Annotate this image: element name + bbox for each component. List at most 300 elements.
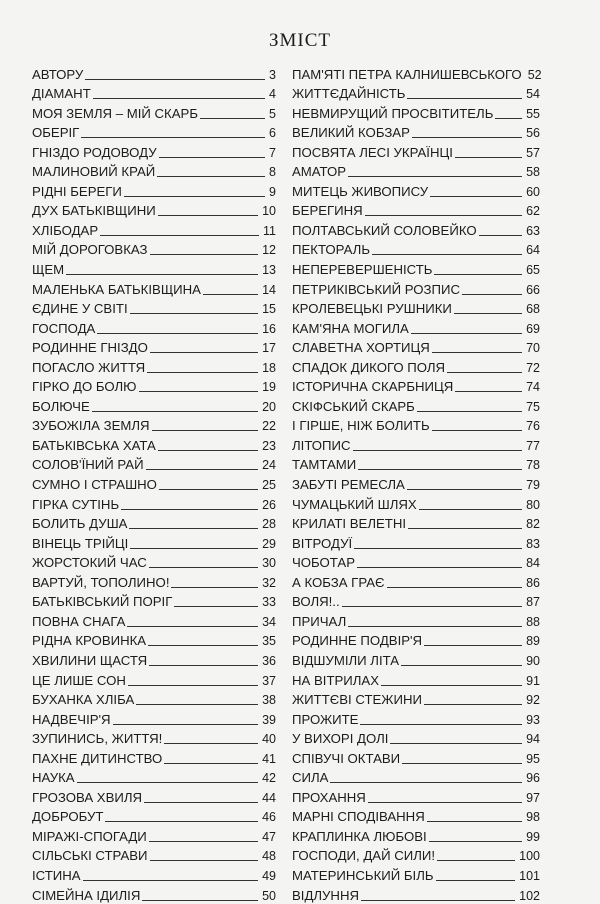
toc-entry-title: ПРОЖИТЕ <box>292 711 359 727</box>
toc-entry-title: НА ВІТРИЛАХ <box>292 672 380 688</box>
toc-leader-line <box>360 724 522 725</box>
toc-entry-title: РОДИННЕ ГНІЗДО <box>32 340 148 356</box>
toc-entry-title: АМАТОР <box>292 164 347 180</box>
toc-entry <box>32 180 276 200</box>
toc-entry <box>292 298 540 318</box>
toc-leader-line <box>85 79 265 80</box>
toc-entry-title: СПІВУЧІ ОКТАВИ <box>292 750 401 766</box>
toc-entry <box>32 532 276 552</box>
toc-entry-title: СПАДОК ДИКОГО ПОЛЯ <box>292 359 446 375</box>
toc-entry-title: БАТЬКІВСЬКИЙ ПОРІГ <box>32 594 173 610</box>
toc-entry-page: 24 <box>262 458 276 473</box>
toc-entry-page: 36 <box>262 653 276 668</box>
toc-entry-page: 48 <box>262 849 276 864</box>
toc-entry-page: 102 <box>519 888 540 903</box>
toc-entry <box>32 747 276 767</box>
toc-entry <box>292 454 540 474</box>
toc-entry-page: 52 <box>527 67 542 82</box>
toc-entry <box>32 845 276 865</box>
toc-entry <box>292 219 540 239</box>
toc-entry-page: 62 <box>526 204 540 219</box>
toc-entry-title: НАДВЕЧІР'Я <box>32 711 111 727</box>
toc-entry-title: А КОБЗА ГРАЄ <box>292 574 385 590</box>
toc-entry <box>292 493 540 513</box>
toc-entry-title: МАЛИНОВИЙ КРАЙ <box>32 164 156 180</box>
toc-entry-title: ЖОРСТОКИЙ ЧАС <box>32 555 147 571</box>
toc-entry <box>292 649 540 669</box>
toc-leader-line <box>348 626 522 627</box>
toc-leader-line <box>434 274 522 275</box>
toc-leader-line <box>113 724 259 725</box>
toc-entry-title: БАТЬКІВСЬКА ХАТА <box>32 437 156 453</box>
toc-entry-title: ЩЕМ <box>32 262 65 278</box>
toc-entry-title: СІЛЬСЬКІ СТРАВИ <box>32 848 148 864</box>
toc-entry <box>32 513 276 533</box>
toc-entry-title: ВОЛЯ!.. <box>292 594 340 610</box>
toc-entry-title: СЛАВЕТНА ХОРТИЦЯ <box>292 340 430 356</box>
toc-leader-line <box>432 352 522 353</box>
toc-entry <box>292 415 540 435</box>
toc-entry <box>292 767 540 787</box>
toc-entry-page: 65 <box>526 263 540 278</box>
toc-entry-page: 10 <box>262 204 276 219</box>
toc-entry-page: 79 <box>526 478 540 493</box>
toc-entry-page: 82 <box>526 517 540 532</box>
toc-entry <box>292 102 540 122</box>
toc-column-left <box>32 63 276 904</box>
toc-entry-page: 9 <box>269 184 276 199</box>
toc-leader-line <box>129 528 258 529</box>
toc-leader-line <box>127 626 258 627</box>
toc-entry <box>32 161 276 181</box>
toc-entry-title: МІЙ ДОРОГОВКАЗ <box>32 242 148 258</box>
toc-entry-page: 33 <box>262 595 276 610</box>
toc-entry <box>32 454 276 474</box>
toc-entry-page: 83 <box>526 536 540 551</box>
toc-entry-page: 57 <box>526 145 540 160</box>
toc-entry-page: 14 <box>262 282 276 297</box>
toc-entry-page: 56 <box>526 126 540 141</box>
toc-entry-title: ПАМ'ЯТІ ПЕТРА КАЛНИШЕВСЬКОГО <box>292 66 522 82</box>
toc-leader-line <box>93 98 265 99</box>
toc-entry-page: 4 <box>269 87 276 102</box>
toc-leader-line <box>130 313 258 314</box>
toc-entry-page: 22 <box>262 419 276 434</box>
toc-entry <box>292 161 540 181</box>
toc-entry-title: СУМНО І СТРАШНО <box>32 477 157 493</box>
toc-leader-line <box>354 548 522 549</box>
toc-entry-title: ПОСВЯТА ЛЕСІ УКРАЇНЦІ <box>292 144 453 160</box>
toc-entry-page: 92 <box>526 693 540 708</box>
toc-entry-title: ПРОХАННЯ <box>292 789 366 805</box>
toc-entry-title: У ВИХОРІ ДОЛІ <box>292 731 389 747</box>
toc-entry <box>292 806 540 826</box>
toc-entry-page: 19 <box>262 380 276 395</box>
toc-entry-page: 44 <box>262 790 276 805</box>
toc-entry <box>32 337 276 357</box>
toc-leader-line <box>358 469 522 470</box>
toc-leader-line <box>412 137 522 138</box>
toc-leader-line <box>424 645 522 646</box>
toc-entry-title: ПОЛТАВСЬКИЙ СОЛОВЕЙКО <box>292 222 477 238</box>
toc-entry-page: 16 <box>262 321 276 336</box>
toc-entry-page: 18 <box>262 360 276 375</box>
toc-entry <box>32 552 276 572</box>
toc-entry-page: 11 <box>263 223 276 238</box>
toc-entry <box>32 630 276 650</box>
toc-leader-line <box>144 802 258 803</box>
toc-entry-page: 58 <box>526 165 540 180</box>
toc-entry <box>292 239 540 259</box>
toc-leader-line <box>447 372 522 373</box>
toc-leader-line <box>200 118 265 119</box>
toc-leader-line <box>368 802 522 803</box>
toc-leader-line <box>203 294 258 295</box>
toc-entry <box>32 395 276 415</box>
toc-leader-line <box>147 372 258 373</box>
toc-entry-title: ДУХ БАТЬКІВЩИНИ <box>32 203 156 219</box>
toc-entry <box>292 728 540 748</box>
toc-leader-line <box>432 430 522 431</box>
toc-entry-page: 70 <box>526 341 540 356</box>
toc-entry <box>292 747 540 767</box>
toc-entry-page: 5 <box>269 106 276 121</box>
toc-entry-title: СОЛОВ'ЇНИЙ РАЙ <box>32 457 144 473</box>
toc-leader-line <box>454 313 522 314</box>
toc-leader-line <box>157 176 265 177</box>
toc-leader-line <box>159 489 258 490</box>
toc-leader-line <box>361 900 515 901</box>
toc-entry-title: ЗАБУТІ РЕМЕСЛА <box>292 477 405 493</box>
toc-entry-page: 78 <box>526 458 540 473</box>
toc-entry-title: МАТЕРИНСЬКИЙ БІЛЬ <box>292 867 434 883</box>
toc-entry-title: БОЛЮЧЕ <box>32 398 90 414</box>
toc-entry-page: 84 <box>526 556 540 571</box>
toc-entry-title: ЦЕ ЛИШЕ СОН <box>32 672 126 688</box>
toc-entry-title: ПАХНЕ ДИТИНСТВО <box>32 750 163 766</box>
toc-entry-title: МОЯ ЗЕМЛЯ – МІЙ СКАРБ <box>32 105 198 121</box>
toc-entry-title: РІДНА КРОВИНКА <box>32 633 147 649</box>
toc-leader-line <box>372 254 522 255</box>
toc-leader-line <box>419 509 522 510</box>
toc-entry-title: КРОЛЕВЕЦЬКІ РУШНИКИ <box>292 301 452 317</box>
toc-entry <box>32 825 276 845</box>
toc-entry-title: ЄДИНЕ У СВІТІ <box>32 301 128 317</box>
toc-entry-page: 17 <box>262 341 276 356</box>
toc-leader-line <box>427 821 522 822</box>
toc-entry-title: БОЛИТЬ ДУША <box>32 516 128 532</box>
toc-entry-title: ПОВНА СНАГА <box>32 613 126 629</box>
toc-entry-page: 25 <box>262 478 276 493</box>
toc-entry <box>292 669 540 689</box>
toc-leader-line <box>128 685 258 686</box>
toc-leader-line <box>436 880 516 881</box>
toc-entry <box>32 493 276 513</box>
toc-entry-title: ПОГАСЛО ЖИТТЯ <box>32 359 146 375</box>
toc-entry-title: ХВИЛИНИ ЩАСТЯ <box>32 652 148 668</box>
toc-entry-title: БУХАНКА ХЛІБА <box>32 692 135 708</box>
toc-leader-line <box>402 763 522 764</box>
toc-entry-page: 38 <box>262 693 276 708</box>
toc-entry-title: ГОСПОДА <box>32 320 96 336</box>
toc-entry-title: ВІНЕЦЬ ТРІЙЦІ <box>32 535 129 551</box>
toc-entry <box>32 102 276 122</box>
toc-entry-page: 80 <box>526 497 540 512</box>
toc-leader-line <box>411 333 522 334</box>
toc-leader-line <box>462 294 522 295</box>
toc-entry <box>292 689 540 709</box>
toc-entry-title: СІМЕЙНА ІДИЛІЯ <box>32 887 141 903</box>
toc-entry-page: 34 <box>262 614 276 629</box>
toc-leader-line <box>455 391 522 392</box>
toc-entry-title: ЛІТОПИС <box>292 437 351 453</box>
toc-entry-page: 66 <box>526 282 540 297</box>
toc-entry-title: ГІРКО ДО БОЛЮ <box>32 379 137 395</box>
toc-entry-page: 76 <box>526 419 540 434</box>
toc-entry <box>292 200 540 220</box>
toc-leader-line <box>97 333 258 334</box>
toc-leader-line <box>479 235 522 236</box>
toc-entry <box>32 356 276 376</box>
toc-entry-title: РІДНІ БЕРЕГИ <box>32 183 122 199</box>
toc-leader-line <box>81 137 265 138</box>
toc-entry <box>32 298 276 318</box>
toc-entry <box>292 708 540 728</box>
toc-leader-line <box>150 254 259 255</box>
toc-entry-title: ПЕТРИКІВСЬКИЙ РОЗПИС <box>292 281 460 297</box>
toc-entry <box>32 767 276 787</box>
toc-entry <box>32 669 276 689</box>
toc-entry-page: 55 <box>526 106 540 121</box>
toc-entry <box>32 728 276 748</box>
toc-entry <box>292 610 540 630</box>
toc-entry <box>32 786 276 806</box>
toc-leader-line <box>164 743 258 744</box>
toc-entry-page: 100 <box>519 849 540 864</box>
toc-entry <box>292 376 540 396</box>
toc-entry-title: ГОСПОДИ, ДАЙ СИЛИ! <box>292 848 436 864</box>
toc-entry-title: АВТОРУ <box>32 66 84 82</box>
toc-leader-line <box>342 606 522 607</box>
toc-leader-line <box>100 235 259 236</box>
toc-entry-title: ВІДШУМІЛИ ЛІТА <box>292 652 400 668</box>
toc-entry <box>32 141 276 161</box>
toc-entry-title: МАРНІ СПОДІВАННЯ <box>292 809 425 825</box>
toc-entry-page: 46 <box>262 810 276 825</box>
toc-entry-page: 101 <box>519 868 540 883</box>
toc-entry-title: НАУКА <box>32 770 75 786</box>
toc-entry <box>292 278 540 298</box>
toc-entry <box>32 689 276 709</box>
toc-entry-page: 91 <box>526 673 540 688</box>
toc-entry-title: КРАПЛИНКА ЛЮБОВІ <box>292 828 427 844</box>
toc-entry-page: 29 <box>262 536 276 551</box>
toc-entry-page: 88 <box>526 614 540 629</box>
toc-entry-page: 47 <box>262 829 276 844</box>
toc-entry-page: 30 <box>262 556 276 571</box>
toc-entry <box>32 376 276 396</box>
toc-leader-line <box>495 118 522 119</box>
toc-entry <box>32 83 276 103</box>
toc-entry-page: 3 <box>269 67 276 82</box>
toc-entry-page: 37 <box>262 673 276 688</box>
toc-entry-page: 69 <box>526 321 540 336</box>
toc-entry-page: 86 <box>526 575 540 590</box>
toc-leader-line <box>150 352 258 353</box>
toc-leader-line <box>139 391 259 392</box>
toc-entry <box>32 258 276 278</box>
toc-entry <box>292 258 540 278</box>
toc-leader-line <box>149 665 258 666</box>
toc-entry-page: 8 <box>269 165 276 180</box>
toc-leader-line <box>401 665 522 666</box>
toc-entry-page: 90 <box>526 653 540 668</box>
toc-heading: ЗМІСТ <box>268 30 332 51</box>
toc-entry-title: ВАРТУЙ, ТОПОЛИНО! <box>32 574 170 590</box>
toc-entry-page: 20 <box>262 399 276 414</box>
toc-entry <box>32 434 276 454</box>
toc-entry-page: 7 <box>269 145 276 160</box>
toc-entry-title: ЧОБОТАР <box>292 555 356 571</box>
toc-entry-title: МІРАЖІ-СПОГАДИ <box>32 828 147 844</box>
toc-leader-line <box>152 430 259 431</box>
toc-entry-title: МИТЕЦЬ ЖИВОПИСУ <box>292 183 429 199</box>
toc-entry-page: 15 <box>262 302 276 317</box>
toc-leader-line <box>164 763 258 764</box>
toc-entry <box>32 239 276 259</box>
toc-entry <box>292 63 540 83</box>
toc-entry <box>292 122 540 142</box>
toc-entry <box>32 200 276 220</box>
toc-leader-line <box>381 685 522 686</box>
toc-entry-page: 28 <box>262 517 276 532</box>
toc-entry-page: 89 <box>526 634 540 649</box>
toc-entry <box>292 591 540 611</box>
toc-entry <box>292 552 540 572</box>
toc-entry <box>32 278 276 298</box>
toc-entry-page: 96 <box>526 771 540 786</box>
toc-entry-page: 49 <box>262 868 276 883</box>
toc-leader-line <box>159 157 265 158</box>
toc-entry-page: 99 <box>526 829 540 844</box>
toc-leader-line <box>437 860 515 861</box>
toc-entry-title: ХЛІБОДАР <box>32 222 99 238</box>
toc-entry-title: ЧУМАЦЬКИЙ ШЛЯХ <box>292 496 417 512</box>
toc-entry-title: НЕВМИРУЩИЙ ПРОСВІТИТЕЛЬ <box>292 105 494 121</box>
toc-entry <box>292 395 540 415</box>
toc-entry-page: 93 <box>526 712 540 727</box>
toc-leader-line <box>174 606 258 607</box>
toc-entry-page: 72 <box>526 360 540 375</box>
toc-entry <box>32 610 276 630</box>
toc-entry-page: 26 <box>262 497 276 512</box>
toc-entry-title: ВІДЛУННЯ <box>292 887 359 903</box>
toc-entry-page: 95 <box>526 751 540 766</box>
toc-entry <box>32 864 276 884</box>
toc-entry <box>292 473 540 493</box>
toc-entry-page: 6 <box>269 126 276 141</box>
toc-leader-line <box>142 900 258 901</box>
toc-entry-page: 68 <box>526 302 540 317</box>
toc-leader-line <box>430 196 522 197</box>
toc-entry-page: 75 <box>526 399 540 414</box>
toc-entry-title: КАМ'ЯНА МОГИЛА <box>292 320 409 336</box>
toc-leader-line <box>408 528 522 529</box>
toc-leader-line <box>158 450 258 451</box>
toc-entry <box>32 806 276 826</box>
toc-leader-line <box>455 157 522 158</box>
toc-entry-title: ТАМТАМИ <box>292 457 357 473</box>
toc-entry <box>292 884 540 904</box>
toc-leader-line <box>429 841 522 842</box>
toc-entry-page: 35 <box>262 634 276 649</box>
toc-entry-title: ОБЕРІГ <box>32 125 80 141</box>
toc-entry <box>292 141 540 161</box>
toc-leader-line <box>136 704 258 705</box>
toc-leader-line <box>171 587 258 588</box>
toc-entry-title: ІСТИНА <box>32 867 81 883</box>
toc-entry-title: ВЕЛИКИЙ КОБЗАР <box>292 125 410 141</box>
toc-leader-line <box>424 704 522 705</box>
toc-entry <box>292 337 540 357</box>
toc-entry-page: 42 <box>262 771 276 786</box>
toc-entry-title: ПРИЧАЛ <box>292 613 347 629</box>
toc-entry-page: 40 <box>262 732 276 747</box>
toc-leader-line <box>92 411 258 412</box>
toc-entry-page: 74 <box>526 380 540 395</box>
toc-entry-title: ЗУПИНИСЬ, ЖИТТЯ! <box>32 731 163 747</box>
toc-leader-line <box>130 548 258 549</box>
toc-leader-line <box>121 509 258 510</box>
toc-entry-title: РОДИННЕ ПОДВІР'Я <box>292 633 423 649</box>
toc-entry-title: ДОБРОБУТ <box>32 809 104 825</box>
toc-entry <box>32 219 276 239</box>
toc-entry <box>292 864 540 884</box>
toc-entry <box>32 649 276 669</box>
toc-entry-page: 63 <box>526 223 540 238</box>
toc-entry <box>292 571 540 591</box>
toc-leader-line <box>353 450 523 451</box>
toc-leader-line <box>146 469 259 470</box>
toc-entry-page: 12 <box>262 243 276 258</box>
toc-entry-page: 32 <box>262 575 276 590</box>
toc-leader-line <box>149 841 258 842</box>
toc-entry <box>32 317 276 337</box>
toc-entry-page: 64 <box>526 243 540 258</box>
toc-entry <box>292 825 540 845</box>
toc-entry <box>292 845 540 865</box>
toc-entry-page: 39 <box>262 712 276 727</box>
toc-entry-title: ДІАМАНТ <box>32 86 91 102</box>
toc-entry-page: 54 <box>526 87 540 102</box>
toc-entry-page: 94 <box>526 732 540 747</box>
toc-entry-page: 50 <box>262 888 276 903</box>
toc-leader-line <box>390 743 522 744</box>
toc-entry-title: НЕПЕРЕВЕРШЕНІСТЬ <box>292 262 433 278</box>
toc-leader-line <box>357 567 522 568</box>
toc-leader-line <box>330 782 522 783</box>
toc-entry-title: ІСТОРИЧНА СКАРБНИЦЯ <box>292 379 454 395</box>
toc-entry <box>32 708 276 728</box>
toc-entry <box>292 532 540 552</box>
toc-entry <box>32 884 276 904</box>
toc-entry <box>292 630 540 650</box>
toc-leader-line <box>77 782 258 783</box>
toc-entry <box>32 122 276 142</box>
toc-entry <box>32 571 276 591</box>
toc-leader-line <box>148 645 258 646</box>
toc-leader-line <box>407 489 522 490</box>
